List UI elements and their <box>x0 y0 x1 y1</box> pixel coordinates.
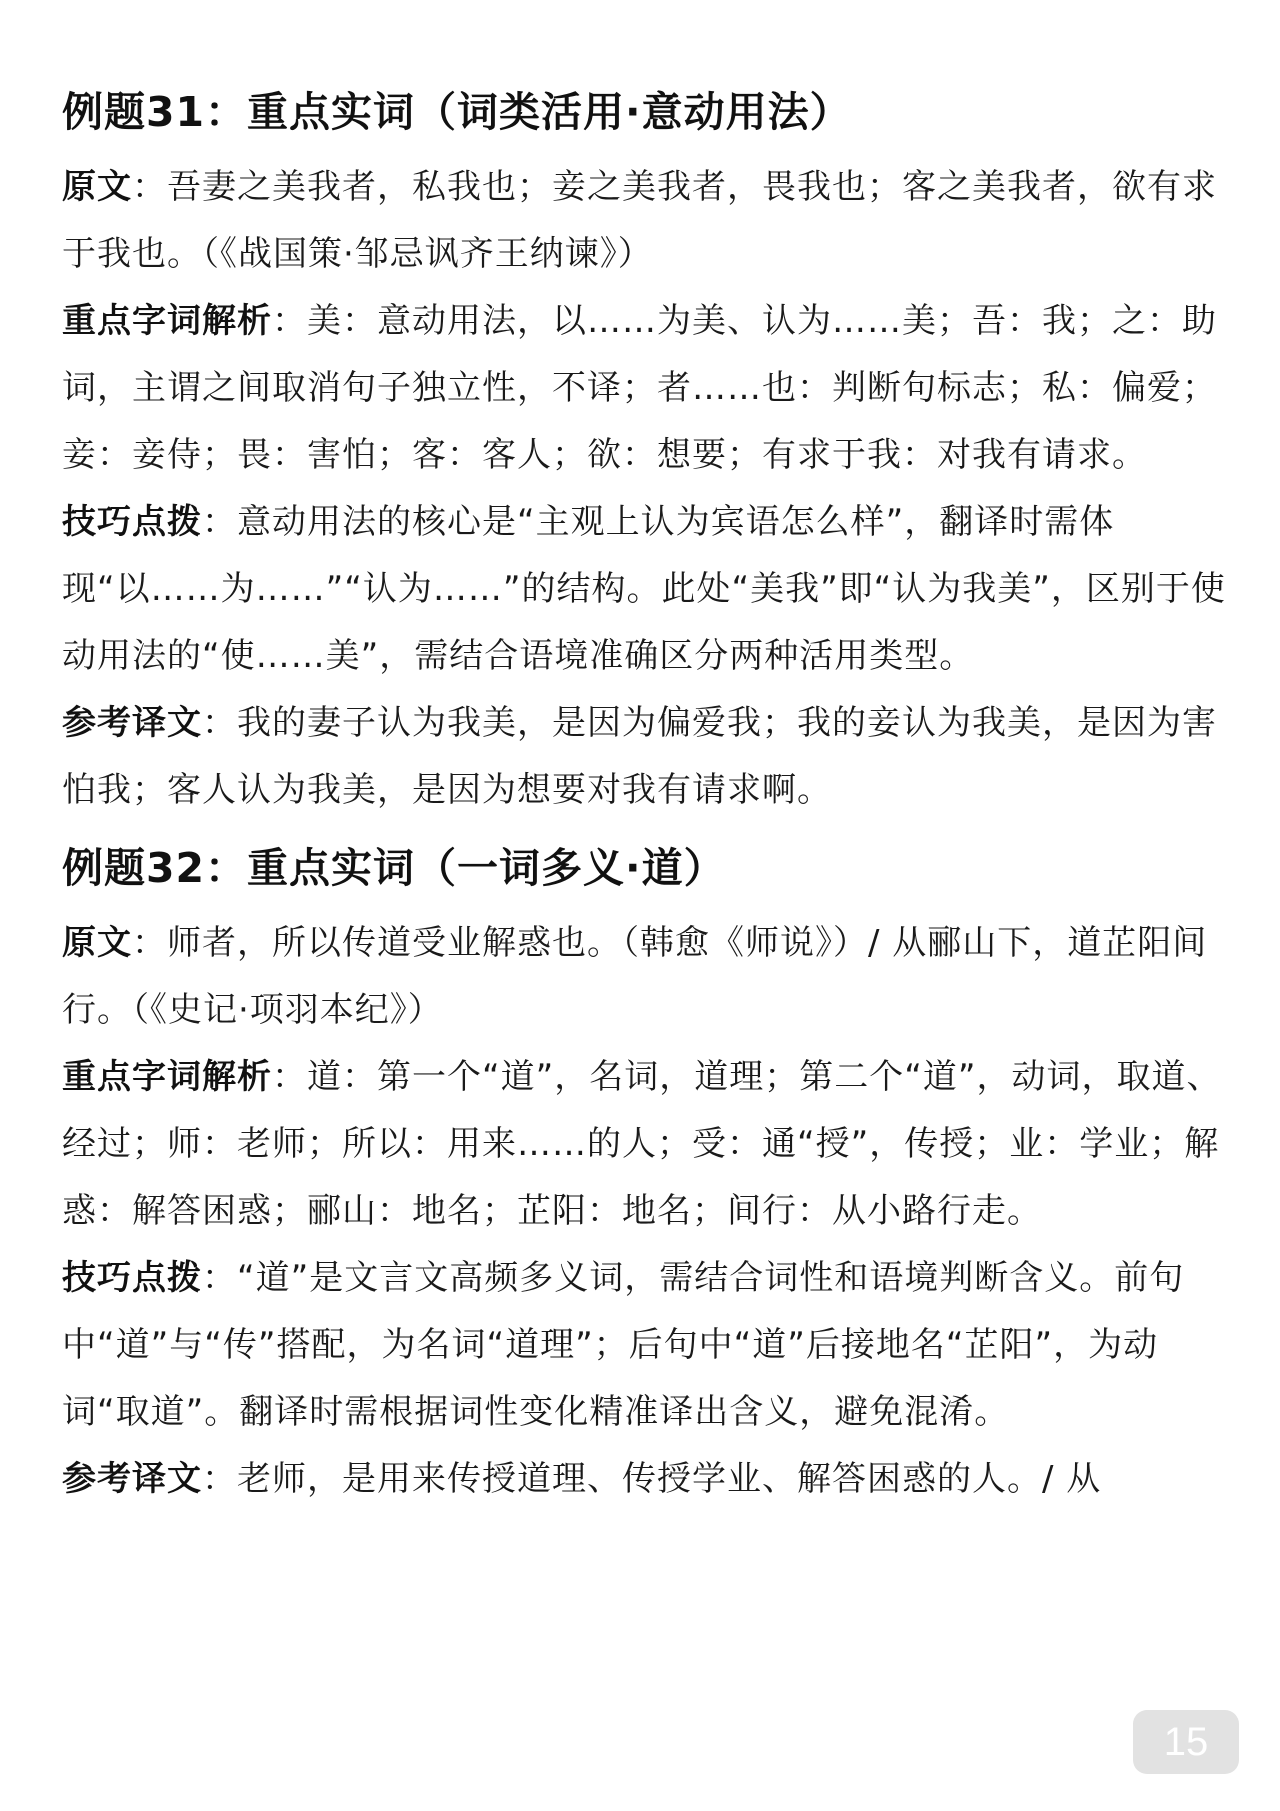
tips-label: 技巧点拨 <box>62 502 202 542</box>
example-31 <box>62 80 1227 824</box>
document-page <box>62 80 1227 1513</box>
original-label: 原文 <box>62 167 132 207</box>
tips-paragraph <box>62 489 1227 690</box>
analysis-label: 重点字词解析 <box>62 1057 272 1097</box>
example-32 <box>62 836 1227 1513</box>
analysis-paragraph <box>62 288 1227 489</box>
original-text: ：吾妻之美我者，私我也；妾之美我者，畏我也；客之美我者，欲有求于我也。（《战国策·邹忌讽齐王纳谏》） <box>62 167 1217 274</box>
translation-label: 参考译文 <box>62 1459 202 1499</box>
tips-paragraph <box>62 1245 1227 1446</box>
original-text-paragraph <box>62 910 1227 1044</box>
example-title: 例题32：重点实词（一词多义·道） <box>62 844 726 892</box>
analysis-text: ：美：意动用法，以……为美、认为……美；吾：我；之：助词，主谓之间取消句子独立性，不译；者……也：判断句标志；私：偏爱；妾：妾侍；畏：害怕；客：客人；欲：想要；有求于我：对我有请求。 <box>62 301 1217 475</box>
translation-paragraph <box>62 690 1227 824</box>
example-title: 例题31：重点实词（词类活用·意动用法） <box>62 88 852 136</box>
tips-label: 技巧点拨 <box>62 1258 202 1298</box>
tips-text: ：意动用法的核心是“主观上认为宾语怎么样”，翻译时需体现“以……为……”“认为……”的结构。此处“美我”即“认为我美”，区别于使动用法的“使……美”，需结合语境准确区分两种活用类型。 <box>62 502 1226 676</box>
tips-text: ：“道”是文言文高频多义词，需结合词性和语境判断含义。前句中“道”与“传”搭配，为名词“道理”；后句中“道”后接地名“芷阳”，为动词“取道”。翻译时需根据词性变化精准译出含义，避免混淆。 <box>62 1258 1185 1432</box>
translation-text: ：我的妻子认为我美，是因为偏爱我；我的妾认为我美，是因为害怕我；客人认为我美，是因为想要对我有请求啊。 <box>62 703 1217 810</box>
analysis-paragraph <box>62 1044 1227 1245</box>
translation-label: 参考译文 <box>62 703 202 743</box>
analysis-label: 重点字词解析 <box>62 301 272 341</box>
page-number-badge: 15 <box>1133 1710 1239 1774</box>
original-text-paragraph <box>62 154 1227 288</box>
analysis-text: ：道：第一个“道”，名词，道理；第二个“道”，动词，取道、经过；师：老师；所以：用来……的人；受：通“授”，传授；业：学业；解惑：解答困惑；郦山：地名；芷阳：地名；间行：从小路行走。 <box>62 1057 1222 1231</box>
translation-text: ：老师，是用来传授道理、传授学业、解答困惑的人。/ 从 <box>202 1459 1102 1499</box>
translation-paragraph <box>62 1446 1227 1513</box>
original-text: ：师者，所以传道受业解惑也。（韩愈《师说》）/ 从郦山下，道芷阳间行。（《史记·项羽本纪》） <box>62 923 1208 1030</box>
original-label: 原文 <box>62 923 132 963</box>
